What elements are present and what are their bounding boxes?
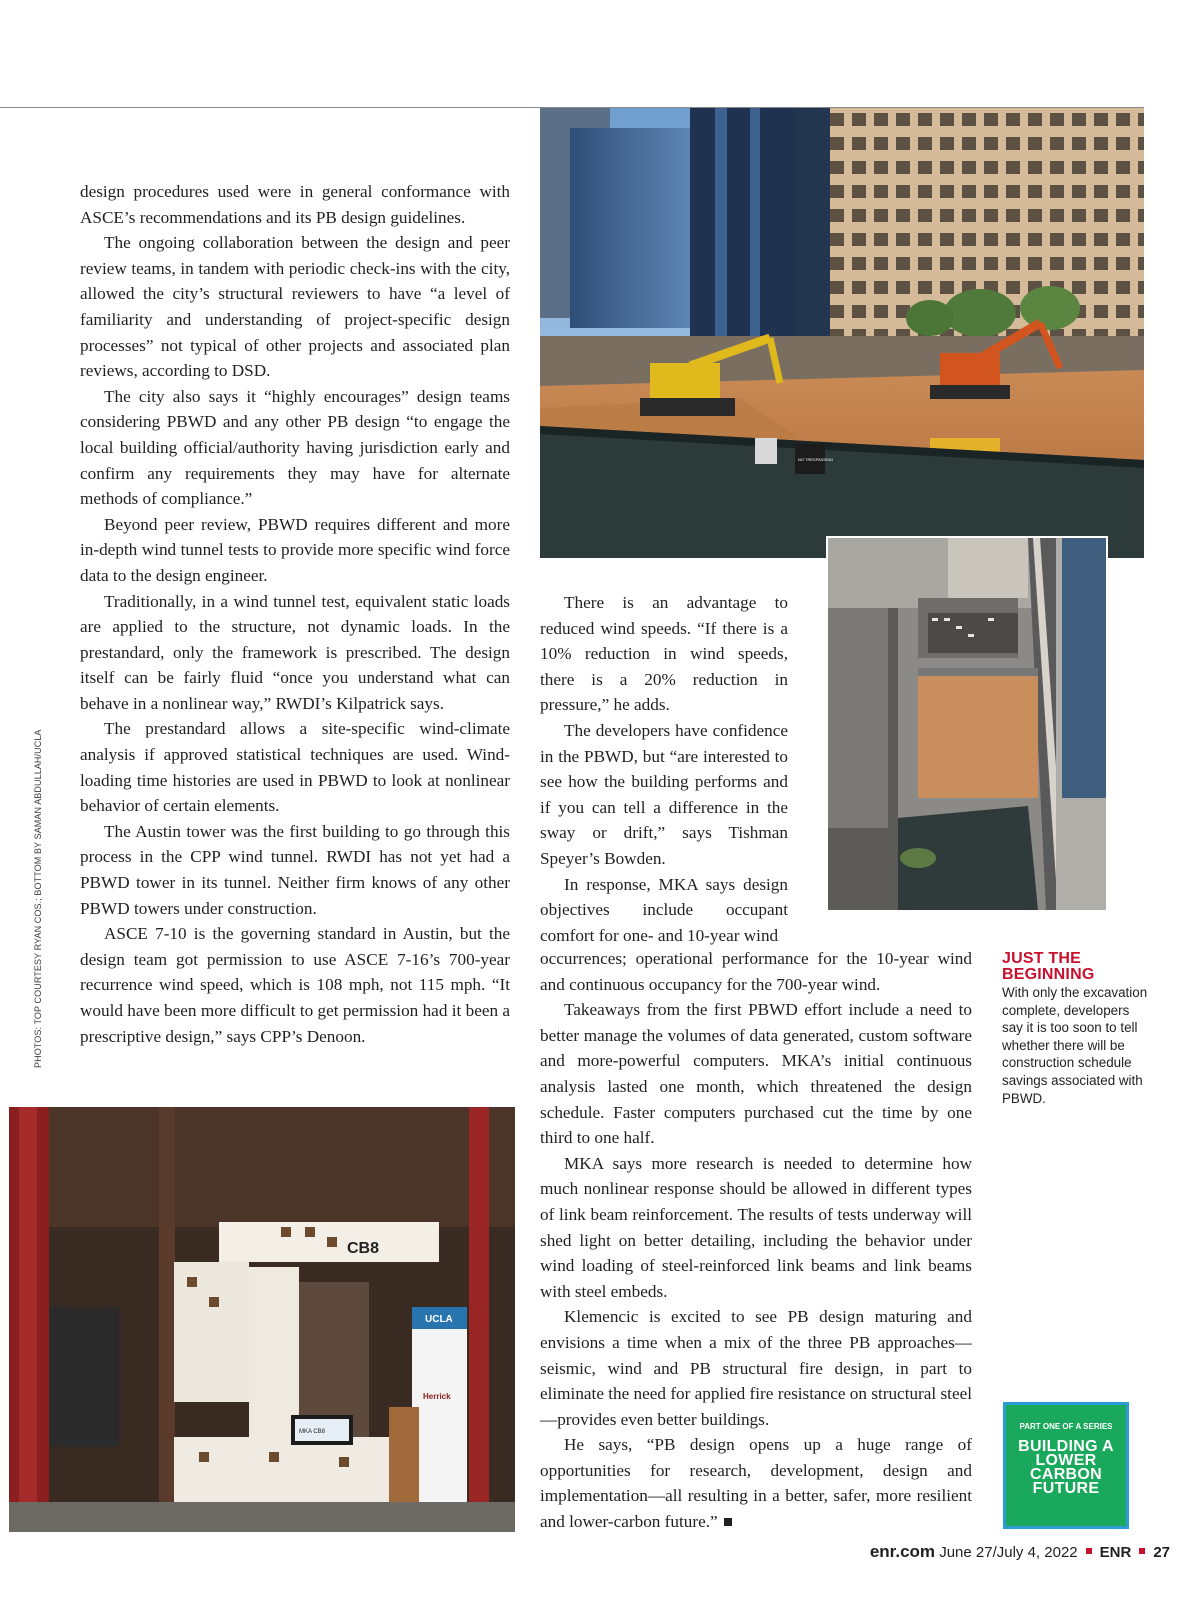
photo-link-beam-test: [9, 1107, 515, 1532]
caption-head: JUST THE BEGINNING: [1002, 950, 1095, 983]
photo-credit: PHOTOS: TOP COURTESY RYAN COS.; BOTTOM BY SAMAN ABDULLAH/UCLA: [33, 729, 43, 1068]
sign-ucla: UCLA: [425, 1314, 453, 1325]
sign-cb8: CB8: [347, 1240, 380, 1257]
folio-magazine: ENR: [1099, 1544, 1132, 1561]
paragraph: Klemencic is excited to see PB design maturing and envisions a time when a mix of the three PB approaches—seismic, wind and PB structural fire design, in part to eliminate the need for applied fire resistance on structural steel—provides even better buildings.: [540, 1307, 972, 1429]
folio-separator-square-icon: [1139, 1548, 1145, 1554]
paragraph: design procedures used were in general conformance with ASCE’s recommendations and its PB design guidelines.: [80, 182, 510, 227]
paragraph: Beyond peer review, PBWD requires different and more in-depth wind tunnel tests to provide more specific wind force data to the design engineer.: [80, 514, 510, 585]
sign-no-trespassing: NO TRESPASSING: [798, 457, 834, 462]
end-of-article-square-icon: [724, 1518, 732, 1526]
final-paragraph-text: He says, “PB design opens up a huge range of opportunities for research, development, design and implementation—all resulting in a better, safer, more resilient and lower-carbon future.”: [540, 1435, 972, 1532]
photo-aerial-site: [826, 536, 1108, 912]
paragraph: MKA says more research is needed to determine how much nonlinear response should be allowed in different types of link beam reinforcement. The results of tests underway will shed light on better detailing, including the behavior under wind loading of steel-reinforced link beams and link beams with steel embeds.: [540, 1153, 972, 1301]
folio-page-number: 27: [1153, 1544, 1170, 1561]
caption-body: With only the excavation complete, developers say it is too soon to tell whether there will be construction schedule savings associated with PBWD.: [1002, 985, 1148, 1106]
article-column-2-narrow: [540, 590, 788, 948]
series-badge: [1003, 1402, 1129, 1529]
paragraph: The developers have confidence in the PBWD, but “are interested to see how the building performs and if you can tell a difference in the sway or drift,” says Tishman Speyer’s Bowden.: [540, 720, 788, 868]
paragraph: The Austin tower was the first building to go through this process in the CPP wind tunnel. RWDI has not yet had a PBWD tower in its tunnel. Neither firm knows of any other PBWD towers under construction.: [80, 821, 510, 918]
page-folio: [870, 1542, 1170, 1562]
paragraph: In response, MKA says design objectives include occupant comfort for one- and 10-year wind: [540, 874, 788, 945]
paragraph: The ongoing collaboration between the design and peer review teams, in tandem with periodic check-ins with the city, allowed the city’s structural reviewers to have “a level of familiarity and understanding of project-specific design processes” not typical of other projects and associated plan reviews, according to DSD.: [80, 233, 510, 381]
folio-site: enr.com: [869, 1542, 936, 1561]
paragraph: The prestandard allows a site-specific wind-climate analysis if approved statistical techniques are used. Wind-loading time histories are used in PBWD to look at nonlinear behavior of certain elements.: [80, 719, 510, 816]
series-badge-title: BUILDING A LOWER CARBON FUTURE: [1018, 1438, 1114, 1497]
photo-excavation-site: [540, 108, 1144, 558]
paragraph: Takeaways from the first PBWD effort include a need to better manage the volumes of data generated, custom software and more-powerful computers. MKA’s initial continuous analysis lasted one month, which threatened the design schedule. Faster computers purchased cut the time by one third to one half.: [540, 1000, 972, 1148]
photo-caption: [1002, 951, 1152, 1107]
paragraph: There is an advantage to reduced wind speeds. “If there is a 10% reduction in wind speeds, there is a 20% reduction in pressure,” he adds.: [540, 593, 788, 715]
sign-mka-cb8: MKA CB8: [299, 1429, 326, 1435]
article-column-2-wide: [540, 946, 972, 1535]
series-badge-sup: PART ONE OF A SERIES: [1019, 1422, 1113, 1431]
folio-separator-square-icon: [1086, 1548, 1092, 1554]
paragraph: Traditionally, in a wind tunnel test, equivalent static loads are applied to the structure, not dynamic loads. In the prestandard, only the framework is prescribed. The design itself can be fairly fluid “once you understand what can behave in a nonlinear way,” RWDI’s Kilpatrick says.: [80, 591, 510, 713]
sign-herrick: Herrick: [423, 1392, 451, 1401]
article-column-1: [80, 179, 510, 1049]
paragraph: The city also says it “highly encourages” design teams considering PBWD and any other PB design “to engage the local building official/authority having jurisdiction early and confirm any requirements they may have for alternate methods of compliance.”: [80, 386, 510, 509]
folio-date: June 27/July 4, 2022: [939, 1544, 1078, 1561]
paragraph-final: [540, 1432, 972, 1534]
paragraph: ASCE 7-10 is the governing standard in Austin, but the design team got permission to use ASCE 7-16’s 700-year recurrence wind speed, which is 108 mph, not 115 mph. “It would have been more difficult to get permission had it been a prescriptive design,” says CPP’s Denoon.: [80, 924, 510, 1046]
paragraph: occurrences; operational performance for the 10-year wind and continuous occupancy for the 700-year wind.: [540, 949, 972, 994]
